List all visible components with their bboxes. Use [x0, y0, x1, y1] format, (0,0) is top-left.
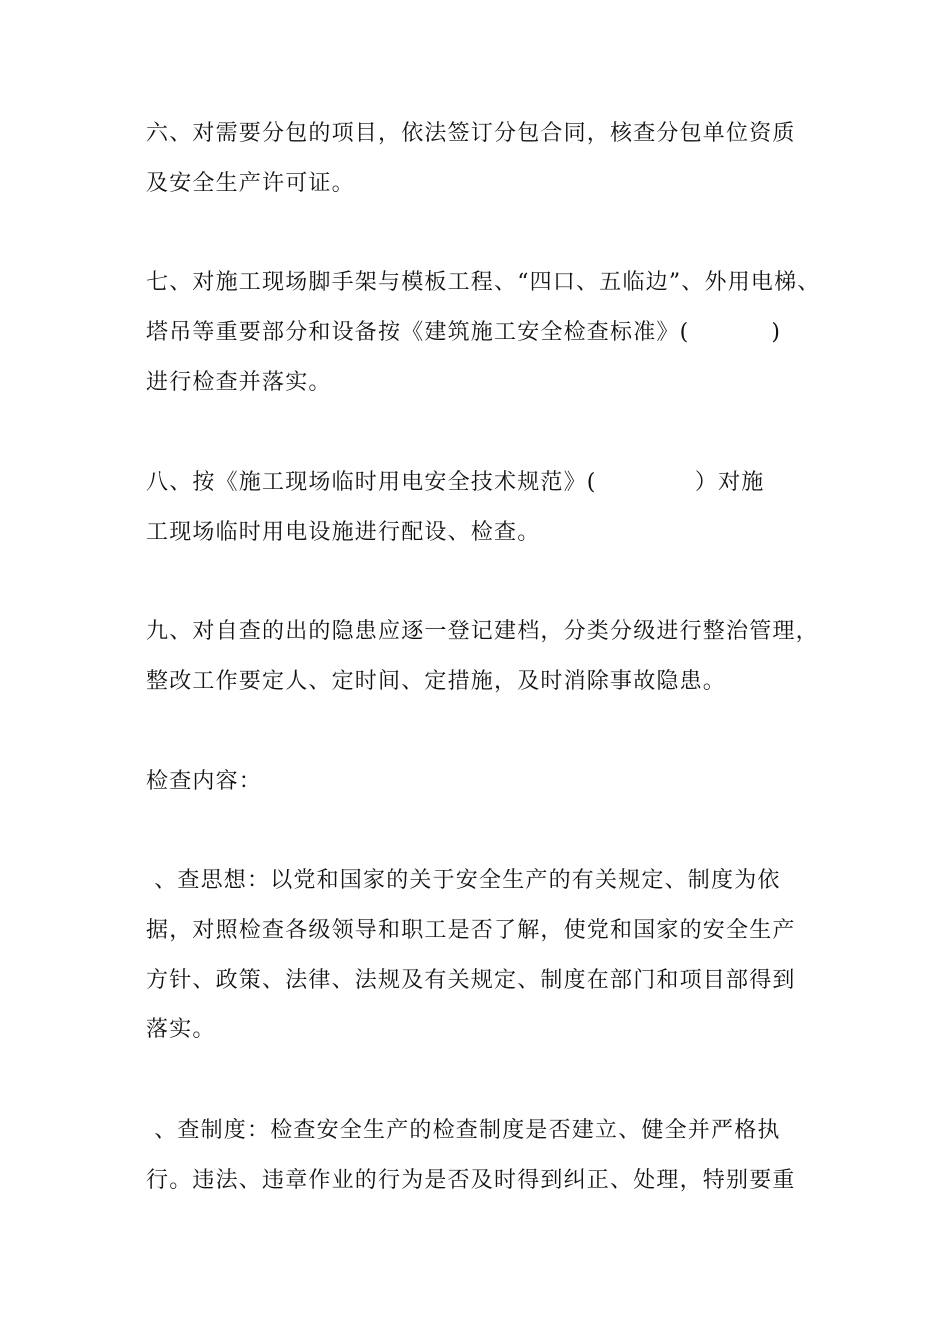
check-ideology-line-2: 据，对照检查各级领导和职工是否了解，使党和国家的安全生产 [146, 918, 796, 943]
item-6-line-2: 及安全生产许可证。 [146, 171, 355, 196]
item-6-line-1: 六、对需要分包的项目，依法签订分包合同，核查分包单位资质 [146, 121, 796, 146]
check-ideology-line-4: 落实。 [146, 1017, 216, 1042]
check-system-line-2: 行。违法、违章作业的行为是否及时得到纠正、处理，特别要重 [146, 1168, 796, 1193]
check-ideology-line-3: 方针、政策、法律、法规及有关规定、制度在部门和项目部得到 [146, 968, 796, 993]
item-9-line-2: 整改工作要定人、定时间、定措施，及时消除事故隐患。 [146, 669, 727, 694]
item-7-line-2: 塔吊等重要部分和设备按《建筑施工安全检查标准》( ) [146, 320, 782, 345]
item-8-line-2: 工现场临时用电设施进行配设、检查。 [146, 520, 541, 545]
item-7-line-3: 进行检查并落实。 [146, 370, 332, 395]
check-system-line-1: 、查制度：检查安全生产的检查制度是否建立、健全并严格执 [146, 1118, 781, 1143]
item-8-line-1: 八、按《施工现场临时用电安全技术规范》( ）对施 [146, 470, 765, 495]
item-9-line-1: 九、对自查的出的隐患应逐一登记建档，分类分级进行整治管理， [146, 619, 819, 644]
check-ideology-line-1: 、查思想：以党和国家的关于安全生产的有关规定、制度为依 [146, 868, 781, 893]
inspection-heading: 检查内容： [146, 769, 263, 794]
item-7-line-1: 七、对施工现场脚手架与模板工程、“四口、五临边”、外用电梯、 [146, 270, 821, 295]
